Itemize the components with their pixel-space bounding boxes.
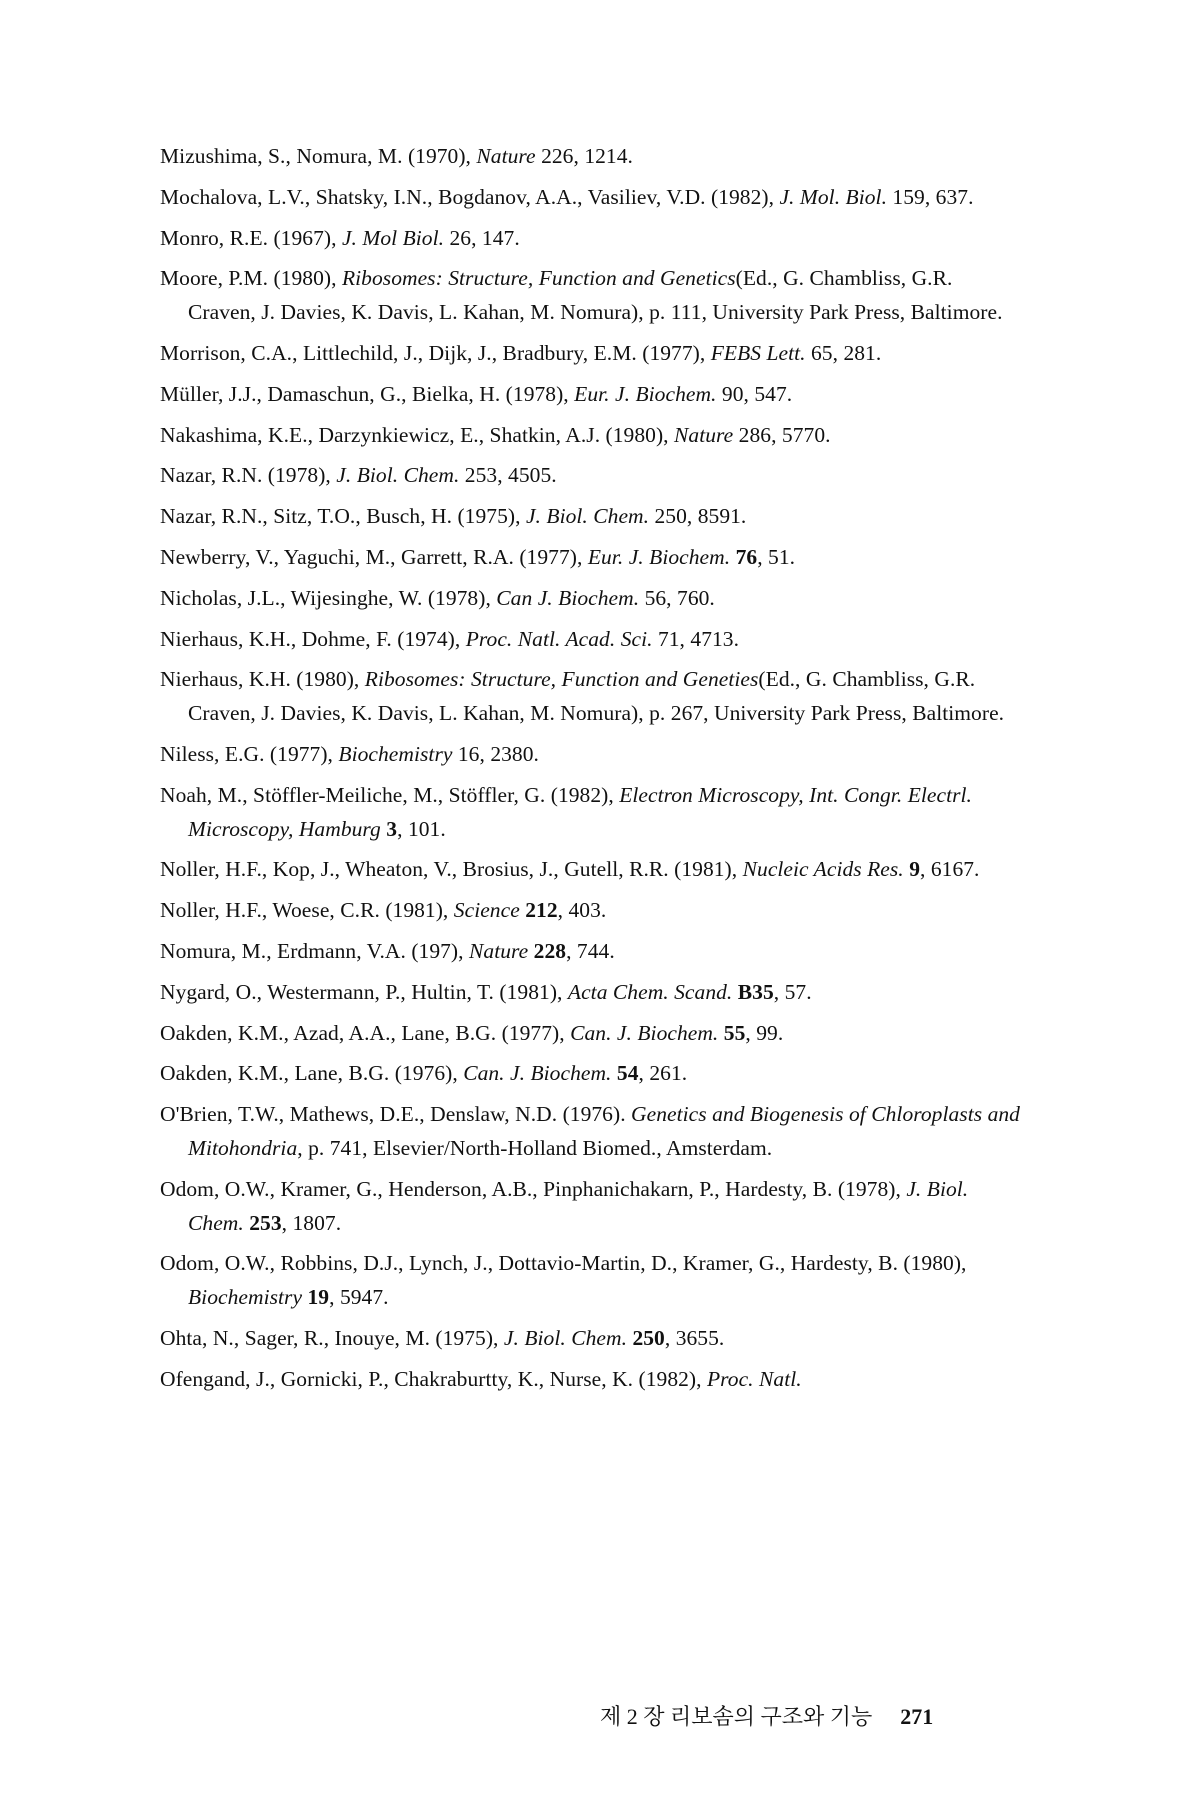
reference-entry — [160, 181, 1020, 215]
reference-text: 65, 281. — [805, 340, 882, 365]
reference-journal: Science — [453, 898, 520, 923]
reference-journal: Electron Microscopy, Int. Congr. Electrl. Microscopy, Hamburg — [188, 782, 972, 841]
reference-journal: Nature — [469, 938, 529, 963]
reference-text: Mizushima, S., Nomura, M. (1970), — [160, 144, 477, 168]
reference-text: 56, 760. — [639, 585, 715, 610]
reference-text: Nygard, O., Westermann, P., Hultin, T. (1981), — [160, 979, 568, 1004]
reference-text: Müller, J.J., Damaschun, G., Bielka, H. (1978), — [160, 381, 575, 406]
reference-journal: Biochemistry — [338, 741, 453, 766]
reference-entry — [160, 976, 1020, 1010]
reference-text: Newberry, V., Yaguchi, M., Garrett, R.A. (1977), — [160, 544, 588, 569]
reference-text: 90, 547. — [716, 381, 793, 406]
reference-entry — [160, 1057, 1020, 1091]
reference-entry — [160, 419, 1020, 453]
reference-text: Nierhaus, K.H. (1980), — [160, 667, 365, 692]
reference-entry — [160, 337, 1020, 371]
reference-text: Niless, E.G. (1977), — [160, 741, 339, 766]
reference-text: Oakden, K.M., Azad, A.A., Lane, B.G. (1977), — [160, 1020, 571, 1045]
reference-journal: Can J. Biochem. — [496, 585, 640, 610]
reference-journal: Proc. Natl. Acad. Sci. — [465, 626, 653, 651]
reference-volume: 76 — [735, 544, 758, 569]
reference-text: Oakden, K.M., Lane, B.G. (1976), — [160, 1061, 464, 1086]
reference-text: Nierhaus, K.H., Dohme, F. (1974), — [160, 626, 466, 651]
reference-journal: Eur. J. Biochem. — [574, 381, 717, 406]
reference-text: , 57. — [773, 979, 812, 1004]
reference-text: Mochalova, L.V., Shatsky, I.N., Bogdanov, A.A., Vasiliev, V.D. (1982), — [160, 184, 780, 209]
reference-volume: 54 — [616, 1061, 639, 1086]
reference-entry — [160, 779, 1020, 847]
reference-text: 253, 4505. — [459, 463, 557, 488]
reference-text: Odom, O.W., Kramer, G., Henderson, A.B., Pinphanichakarn, P., Hardesty, B. (1978), — [160, 1176, 907, 1201]
reference-text: , 5947. — [329, 1285, 389, 1310]
reference-text: , 3655. — [664, 1325, 725, 1350]
reference-entry — [160, 1247, 1020, 1315]
reference-text: , 6167. — [920, 857, 980, 882]
reference-text: Nicholas, J.L., Wijesinghe, W. (1978), — [160, 585, 497, 610]
reference-entry — [160, 623, 1020, 657]
reference-text: 226, 1214. — [535, 144, 633, 168]
reference-text: Noah, M., Stöffler-Meiliche, M., Stöffler, G. (1982), — [160, 782, 620, 807]
reference-journal: Can. J. Biochem. — [570, 1020, 719, 1045]
reference-volume: 228 — [533, 938, 567, 963]
reference-journal: Eur. J. Biochem. — [587, 544, 731, 569]
reference-text: (Ed., G. Chambliss, G.R. Craven, J. Davies, K. Davis, L. Kahan, M. Nomura), p. 111, University Park Press, Baltimore. — [188, 266, 1003, 325]
reference-text: 26, 147. — [444, 225, 520, 250]
page-number: 271 — [900, 1704, 934, 1729]
reference-journal: Genetics and Biogenesis of Chloroplasts and Mitohondria — [188, 1102, 1020, 1160]
reference-journal: J. Mol Biol. — [341, 225, 445, 250]
reference-text: Nomura, M., Erdmann, V.A. (197), — [160, 938, 469, 963]
reference-entry — [160, 935, 1020, 969]
reference-journal: Proc. Natl. — [706, 1366, 802, 1391]
reference-text: , 1807. — [281, 1210, 342, 1235]
reference-journal: Biochemistry — [188, 1285, 303, 1310]
reference-text: 250, 8591. — [649, 504, 747, 529]
page-footer — [600, 1700, 933, 1731]
reference-entry — [160, 459, 1020, 493]
reference-entry — [160, 1173, 1020, 1241]
reference-journal: Nature — [476, 144, 536, 168]
reference-journal: Ribosomes: Structure, Function and Geneties — [364, 667, 759, 692]
reference-entry — [160, 222, 1020, 256]
reference-text: 71, 4713. — [652, 626, 740, 651]
reference-journal: J. Mol. Biol. — [779, 184, 887, 209]
reference-volume: 250 — [632, 1325, 665, 1350]
reference-entry — [160, 1017, 1020, 1051]
reference-entry — [160, 500, 1020, 534]
reference-text: , 99. — [745, 1020, 784, 1045]
reference-volume: 19 — [307, 1285, 330, 1310]
reference-text: , 403. — [557, 898, 607, 923]
reference-text: Ohta, N., Sager, R., Inouye, M. (1975), — [160, 1325, 504, 1350]
reference-volume: 3 — [386, 816, 398, 841]
reference-entry — [160, 1098, 1020, 1166]
reference-journal: J. Biol. Chem. — [188, 1176, 969, 1235]
reference-text: Odom, O.W., Robbins, D.J., Lynch, J., Dottavio-Martin, D., Kramer, G., Hardesty, B. (1980), — [160, 1251, 967, 1276]
reference-text: , 51. — [757, 544, 796, 569]
reference-text: 286, 5770. — [733, 422, 831, 447]
reference-text: 16, 2380. — [452, 741, 539, 766]
reference-journal: J. Biol. Chem. — [525, 504, 650, 529]
reference-text: Nazar, R.N. (1978), — [160, 463, 337, 488]
reference-text: Nazar, R.N., Sitz, T.O., Busch, H. (1975), — [160, 504, 526, 529]
reference-entry — [160, 378, 1020, 412]
reference-entry — [160, 663, 1020, 731]
reference-journal: Can. J. Biochem. — [463, 1061, 612, 1086]
reference-entry — [160, 541, 1020, 575]
reference-text: Moore, P.M. (1980), — [160, 266, 342, 291]
reference-volume: 253 — [249, 1210, 282, 1235]
reference-journal: J. Biol. Chem. — [336, 463, 460, 488]
reference-entry — [160, 894, 1020, 928]
reference-text: , 261. — [638, 1061, 688, 1086]
reference-text: , p. 741, Elsevier/North-Holland Biomed., Amsterdam. — [297, 1135, 773, 1160]
reference-text: Noller, H.F., Kop, J., Wheaton, V., Brosius, J., Gutell, R.R. (1981), — [160, 857, 743, 882]
reference-journal: Nucleic Acids Res. — [742, 857, 904, 882]
reference-entry — [160, 140, 1020, 174]
reference-journal: Nature — [674, 422, 734, 447]
reference-journal: Ribosomes: Structure, Function and Genetics — [341, 266, 736, 291]
reference-text: Nakashima, K.E., Darzynkiewicz, E., Shatkin, A.J. (1980), — [160, 422, 675, 447]
reference-volume: 9 — [909, 857, 920, 882]
reference-entry — [160, 1322, 1020, 1356]
reference-entry — [160, 582, 1020, 616]
chapter-title: 제 2 장 리보솜의 구조와 기능 — [600, 1704, 873, 1729]
reference-journal: FEBS Lett. — [710, 340, 806, 365]
reference-text: Monro, R.E. (1967), — [160, 225, 342, 250]
reference-text: (Ed., G. Chambliss, G.R. Craven, J. Davies, K. Davis, L. Kahan, M. Nomura), p. 267, University Park Press, Baltimore. — [188, 667, 1005, 726]
reference-text: Noller, H.F., Woese, C.R. (1981), — [160, 898, 454, 923]
reference-text: Morrison, C.A., Littlechild, J., Dijk, J., Bradbury, E.M. (1977), — [160, 340, 711, 365]
reference-volume: B35 — [737, 979, 774, 1004]
reference-text: , 744. — [566, 938, 615, 963]
reference-text: 159, 637. — [887, 184, 974, 209]
reference-journal: J. Biol. Chem. — [503, 1325, 627, 1350]
reference-entry — [160, 1363, 1020, 1397]
reference-volume: 212 — [525, 898, 558, 923]
reference-text: , 101. — [397, 816, 446, 841]
reference-volume: 55 — [723, 1020, 746, 1045]
reference-list — [160, 140, 1020, 1404]
reference-journal: Acta Chem. Scand. — [567, 979, 733, 1004]
reference-entry — [160, 853, 1020, 887]
reference-text: Ofengand, J., Gornicki, P., Chakraburtty, K., Nurse, K. (1982), — [160, 1366, 707, 1391]
reference-entry — [160, 262, 1020, 330]
reference-entry — [160, 738, 1020, 772]
reference-text: O'Brien, T.W., Mathews, D.E., Denslaw, N.D. (1976). — [160, 1102, 632, 1127]
